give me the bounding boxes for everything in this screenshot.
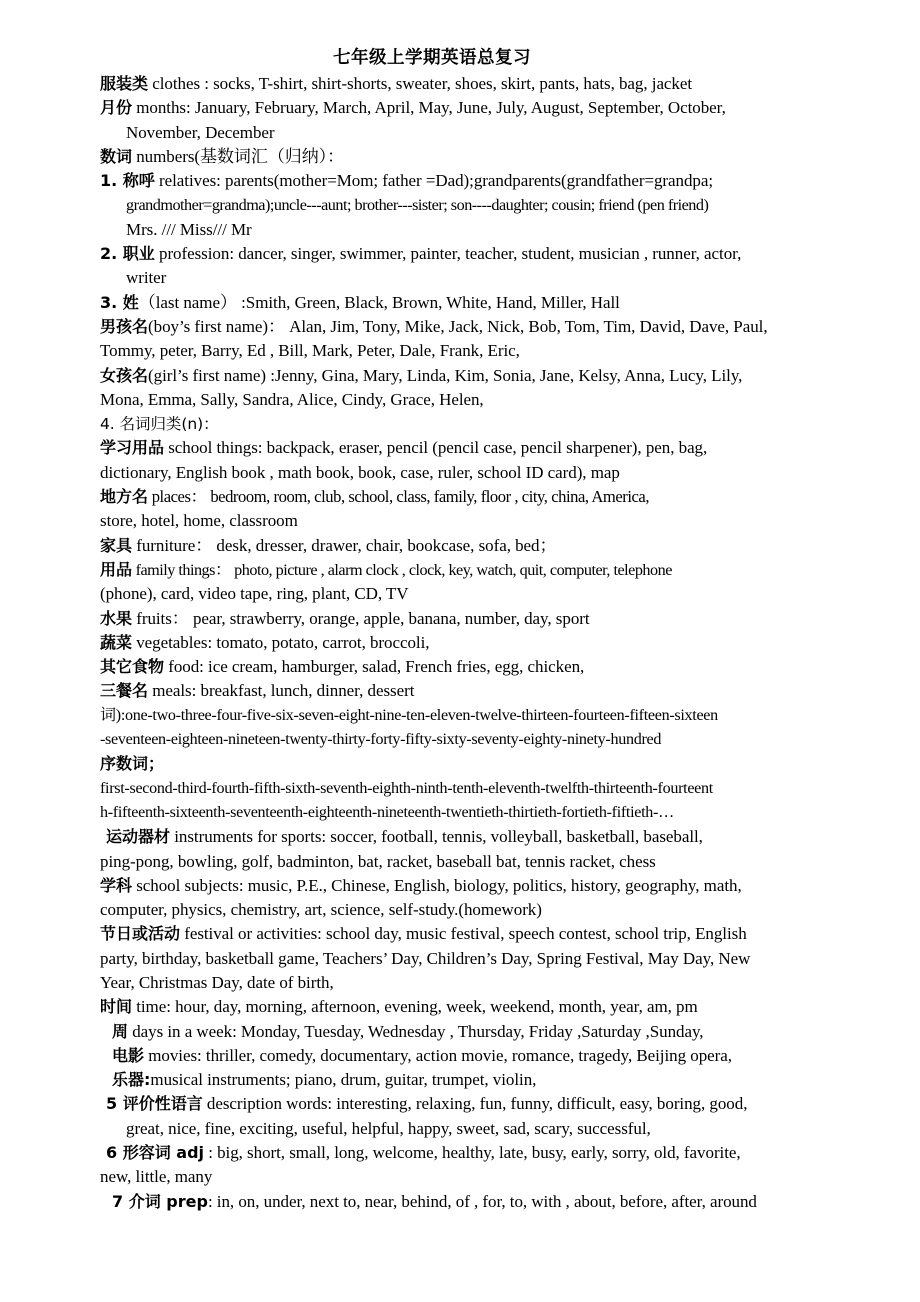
label-schoolthings-zh: 学习用品 (100, 438, 165, 458)
label-ordinal-head: 序数词； (100, 754, 165, 774)
label-relatives-en: relatives: parents(mother=Mom; father =Dad);grandparents(grandfather=grandpa; (154, 171, 714, 191)
line-ordinal-cont1 (100, 801, 824, 825)
label-months-en: months: January, February, March, April, May, June, July, August, September, October, (132, 98, 726, 118)
line-months-cont (100, 121, 824, 145)
label-boyname-cont1: Tommy, peter, Barry, Ed , Bill, Mark, Peter, Dale, Frank, Eric, (100, 341, 520, 361)
label-adjectives-en: : big, short, small, long, welcome, healthy, late, busy, early, sorry, old, favorite, (204, 1143, 741, 1163)
label-girlname-en: (girl’s first name) :Jenny, Gina, Mary, Linda, Kim, Sonia, Jane, Kelsy, Anna, Lucy, Lily, (148, 365, 743, 385)
label-months-cont: November, December (126, 122, 275, 142)
label-prepositions-zh: 7 介词 prep (112, 1191, 208, 1211)
label-relatives-cont2: Mrs. /// Miss/// Mr (126, 219, 252, 239)
label-schoolthings-cont1: dictionary, English book , math book, book, case, ruler, school ID card), map (100, 462, 620, 482)
label-boyname-zh: 男孩名 (100, 316, 149, 336)
label-ordinal-cont1: h-fifteenth-sixteenth-seventeenth-eighteenth-nineteenth-twentieth-thirtieth-fortieth-fiftieth-… (100, 803, 674, 821)
label-meals-zh: 三餐名 (100, 681, 149, 701)
line-relatives-cont1 (100, 193, 824, 217)
label-subjects-zh: 学科 (100, 875, 133, 895)
label-festivals-zh: 节日或活动 (100, 924, 181, 944)
line-meals (100, 679, 824, 703)
label-furniture-zh: 家具 (100, 535, 133, 555)
line-description (100, 1092, 824, 1116)
label-movies-en: movies: thriller, comedy, documentary, action movie, romance, tragedy, Beijing opera, (144, 1045, 732, 1065)
line-cardinal-cont1 (100, 728, 824, 752)
label-instruments-zh: 乐器: (112, 1070, 151, 1090)
label-places-zh: 地方名 (100, 487, 149, 507)
line-festivals-cont2 (100, 971, 824, 995)
line-ordinal-head (100, 752, 824, 776)
label-adjectives-cont1: new, little, many (100, 1167, 213, 1187)
line-sports-cont1 (100, 850, 824, 874)
label-lastname-en: （last name） :Smith, Green, Black, Brown, White, Hand, Miller, Hall (138, 292, 620, 312)
label-noun-head: 4. 名词归类(n)： (100, 415, 219, 434)
label-description-cont1: great, nice, fine, exciting, useful, helpful, happy, sweet, sad, scary, successful, (126, 1118, 651, 1138)
line-cardinal (100, 704, 824, 728)
label-vegetables-zh: 蔬菜 (100, 632, 133, 652)
line-girlname (100, 364, 824, 388)
label-places-en: places： bedroom, room, club, school, class, family, floor , city, china, America, (148, 487, 650, 507)
label-movies-zh: 电影 (112, 1045, 145, 1065)
line-festivals (100, 922, 824, 946)
label-profession-zh: 2. 职业 (100, 244, 155, 264)
line-instruments (100, 1068, 824, 1092)
line-familythings (100, 558, 824, 582)
line-adjectives (100, 1141, 824, 1165)
line-vegetables (100, 631, 824, 655)
label-food-zh: 其它食物 (100, 657, 165, 677)
label-clothes-en: clothes : socks, T-shirt, shirt-shorts, sweater, shoes, skirt, pants, hats, bag, jacket (148, 74, 693, 93)
line-places (100, 485, 824, 509)
label-numbers-zh: 数词 (100, 146, 133, 166)
label-relatives-cont1: grandmother=grandma);uncle---aunt; brother---sister; son----daughter; cousin; friend (pen friend) (126, 196, 709, 215)
line-places-cont1 (100, 509, 824, 533)
label-festivals-en: festival or activities: school day, music festival, speech contest, school trip, English (180, 924, 747, 944)
label-familythings-cont1: (phone), card, video tape, ring, plant, CD, TV (100, 584, 409, 604)
label-cardinal: 词):one-two-three-four-five-six-seven-eight-nine-ten-eleven-twelve-thirteen-fourteen-fifteen-sixteen (100, 706, 718, 724)
label-relatives-zh: 1. 称呼 (100, 171, 155, 191)
line-girlname-cont1 (100, 388, 824, 412)
label-time-en: time: hour, day, morning, afternoon, evening, week, weekend, month, year, am, pm (132, 997, 698, 1017)
line-subjects-cont1 (100, 898, 824, 922)
label-cardinal-cont1: -seventeen-eighteen-nineteen-twenty-thirty-forty-fifty-sixty-seventy-eighty-ninety-hundred (100, 731, 662, 749)
line-fruits (100, 607, 824, 631)
label-days-en: days in a week: Monday, Tuesday, Wednesday , Thursday, Friday ,Saturday ,Sunday, (128, 1021, 704, 1041)
label-lastname-zh: 3. 姓 (100, 292, 139, 312)
line-festivals-cont1 (100, 947, 824, 971)
line-lastname (100, 291, 824, 315)
line-familythings-cont1 (100, 582, 824, 606)
label-clothes-zh: 服装类 (100, 74, 149, 93)
label-familythings-zh: 用品 (100, 559, 133, 579)
label-girlname-cont1: Mona, Emma, Sally, Sandra, Alice, Cindy, Grace, Helen, (100, 389, 484, 409)
line-numbers-head (100, 145, 824, 169)
label-festivals-cont2: Year, Christmas Day, date of birth, (100, 972, 334, 992)
line-clothes (100, 72, 824, 96)
label-meals-en: meals: breakfast, lunch, dinner, dessert (148, 681, 415, 701)
line-schoolthings-cont1 (100, 461, 824, 485)
label-profession-cont1: writer (126, 268, 167, 288)
label-time-zh: 时间 (100, 997, 133, 1017)
line-prepositions (100, 1190, 824, 1214)
line-ordinal (100, 777, 824, 801)
label-festivals-cont1: party, birthday, basketball game, Teachers’ Day, Children’s Day, Spring Festival, May Day, New (100, 948, 751, 968)
label-subjects-cont1: computer, physics, chemistry, art, science, self-study.(homework) (100, 900, 542, 920)
label-instruments-en: musical instruments; piano, drum, guitar, trumpet, violin, (150, 1070, 537, 1090)
label-fruits-zh: 水果 (100, 608, 133, 628)
label-days-zh: 周 (112, 1021, 129, 1041)
label-subjects-en: school subjects: music, P.E., Chinese, English, biology, politics, history, geography, math, (132, 875, 742, 895)
label-vegetables-en: vegetables: tomato, potato, carrot, broccoli, (132, 632, 430, 652)
line-relatives-cont2 (100, 218, 824, 242)
label-girlname-zh: 女孩名 (100, 365, 149, 385)
line-sports (100, 825, 824, 849)
label-familythings-en: family things： photo, picture , alarm clock , clock, key, watch, quit, computer, telephone (132, 560, 672, 579)
line-description-cont1 (100, 1117, 824, 1141)
label-furniture-en: furniture： desk, dresser, drawer, chair, bookcase, sofa, bed； (132, 535, 557, 555)
label-sports-cont1: ping-pong, bowling, golf, badminton, bat, racket, baseball bat, tennis racket, chess (100, 851, 656, 871)
line-subjects (100, 874, 824, 898)
line-food (100, 655, 824, 679)
label-profession-en: profession: dancer, singer, swimmer, painter, teacher, student, musician , runner, actor, (154, 244, 742, 264)
label-boyname-en: (boy’s first name)： Alan, Jim, Tony, Mike, Jack, Nick, Bob, Tom, Tim, David, Dave, Paul, (148, 316, 768, 336)
label-prepositions-en: : in, on, under, next to, near, behind, of , for, to, with , about, before, after, around (207, 1191, 757, 1211)
label-schoolthings-en: school things: backpack, eraser, pencil (pencil case, pencil sharpener), pen, bag, (164, 438, 708, 458)
label-places-cont1: store, hotel, home, classroom (100, 511, 298, 531)
label-sports-zh: 运动器材 (106, 827, 171, 847)
label-adjectives-zh: 6 形容词 adj (106, 1143, 205, 1163)
line-days (100, 1020, 824, 1044)
line-adjectives-cont1 (100, 1165, 824, 1189)
label-ordinal: first-second-third-fourth-fifth-sixth-seventh-eighth-ninth-tenth-eleventh-twelfth-thirteenth-fourteent (100, 779, 713, 797)
line-time (100, 995, 824, 1019)
label-fruits-en: fruits： pear, strawberry, orange, apple, banana, number, day, sport (132, 608, 590, 628)
line-movies (100, 1044, 824, 1068)
line-furniture (100, 534, 824, 558)
label-numbers-en: numbers(基数词汇（归纳）： (132, 146, 345, 166)
line-profession-cont1 (100, 266, 824, 290)
line-noun-head (100, 412, 824, 436)
label-sports-en: instruments for sports: soccer, football, tennis, volleyball, basketball, baseball, (170, 827, 703, 847)
line-relatives (100, 169, 824, 193)
line-boyname (100, 315, 824, 339)
line-boyname-cont1 (100, 339, 824, 363)
line-profession (100, 242, 824, 266)
label-description-zh: 5 评价性语言 (106, 1094, 203, 1114)
label-months-zh: 月份 (100, 98, 133, 118)
label-description-en: description words: interesting, relaxing, fun, funny, difficult, easy, boring, good, (202, 1094, 748, 1114)
line-months (100, 96, 824, 120)
line-schoolthings (100, 436, 824, 460)
page-title: 七年级上学期英语总复习 (333, 47, 531, 67)
label-food-en: food: ice cream, hamburger, salad, French fries, egg, chicken, (164, 657, 585, 677)
